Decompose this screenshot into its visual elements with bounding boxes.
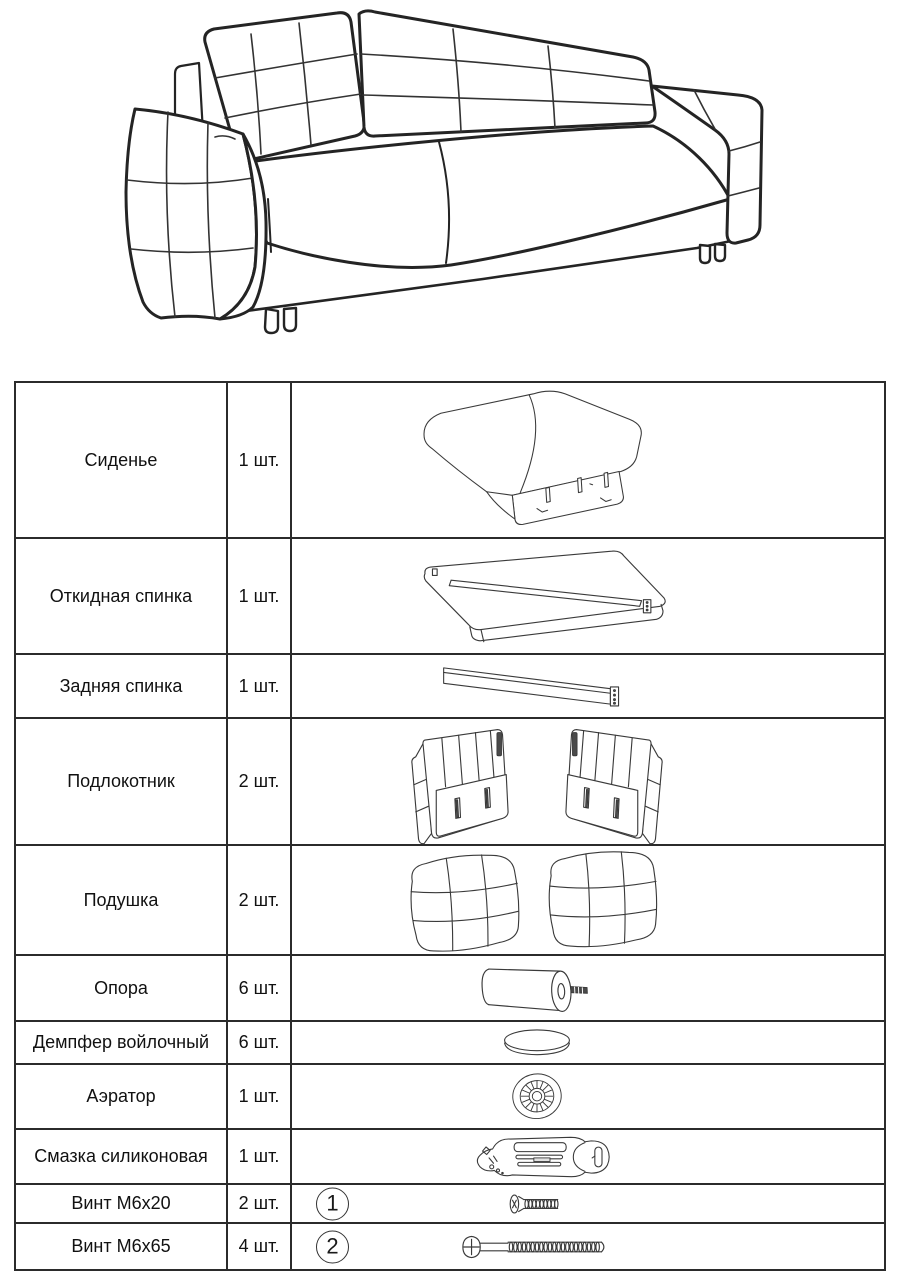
part-qty: 2 шт.: [228, 719, 292, 844]
silicone-grease-drawing: [453, 1131, 621, 1183]
table-row: [16, 1130, 884, 1185]
part-qty: 1 шт.: [228, 539, 292, 653]
part-name: Смазка силиконовая: [16, 1130, 228, 1183]
screw-m6x20-drawing: [504, 1188, 570, 1220]
felt-damper-drawing: [487, 1025, 587, 1061]
parts-table: [14, 381, 886, 1271]
cushion-pair-drawing: [397, 844, 677, 956]
table-row: [16, 1065, 884, 1130]
callout-number-1-label: 1: [326, 1190, 339, 1216]
sofa-illustration: [58, 2, 773, 354]
seat-drawing: [402, 385, 672, 535]
table-row: [16, 1185, 884, 1224]
part-qty: 6 шт.: [228, 956, 292, 1020]
table-row: [16, 846, 884, 956]
part-name: Откидная спинка: [16, 539, 228, 653]
part-name: Задняя спинка: [16, 655, 228, 717]
part-name: Подушка: [16, 846, 228, 954]
table-row: [16, 1224, 884, 1269]
folding-backrest-drawing: [397, 545, 677, 648]
callout-number-1: [316, 1187, 349, 1220]
table-row: [16, 956, 884, 1022]
table-row: [16, 1022, 884, 1065]
part-qty: 6 шт.: [228, 1022, 292, 1063]
callout-number-2-label: 2: [326, 1233, 339, 1259]
screw-m6x65-drawing: [460, 1229, 614, 1264]
part-qty: 2 шт.: [228, 1185, 292, 1222]
table-row: [16, 383, 884, 539]
rear-back-panel-drawing: [430, 657, 645, 715]
part-name: Сиденье: [16, 383, 228, 537]
part-name: Демпфер войлочный: [16, 1022, 228, 1063]
leg-drawing: [475, 958, 600, 1018]
part-qty: 2 шт.: [228, 846, 292, 954]
part-qty: 4 шт.: [228, 1224, 292, 1269]
part-qty: 1 шт.: [228, 1130, 292, 1183]
armrest-pair-drawing: [397, 719, 677, 844]
part-qty: 1 шт.: [228, 383, 292, 537]
part-name: Винт М6х65: [16, 1224, 228, 1269]
part-name: Аэратор: [16, 1065, 228, 1128]
part-name: Винт М6х20: [16, 1185, 228, 1222]
table-row: [16, 655, 884, 719]
aerator-drawing: [504, 1066, 570, 1127]
table-row: [16, 539, 884, 655]
part-qty: 1 шт.: [228, 1065, 292, 1128]
sofa-line-drawing: [58, 2, 773, 354]
part-name: Опора: [16, 956, 228, 1020]
callout-number-2: [316, 1230, 349, 1263]
table-row: [16, 719, 884, 846]
part-name: Подлокотник: [16, 719, 228, 844]
part-qty: 1 шт.: [228, 655, 292, 717]
